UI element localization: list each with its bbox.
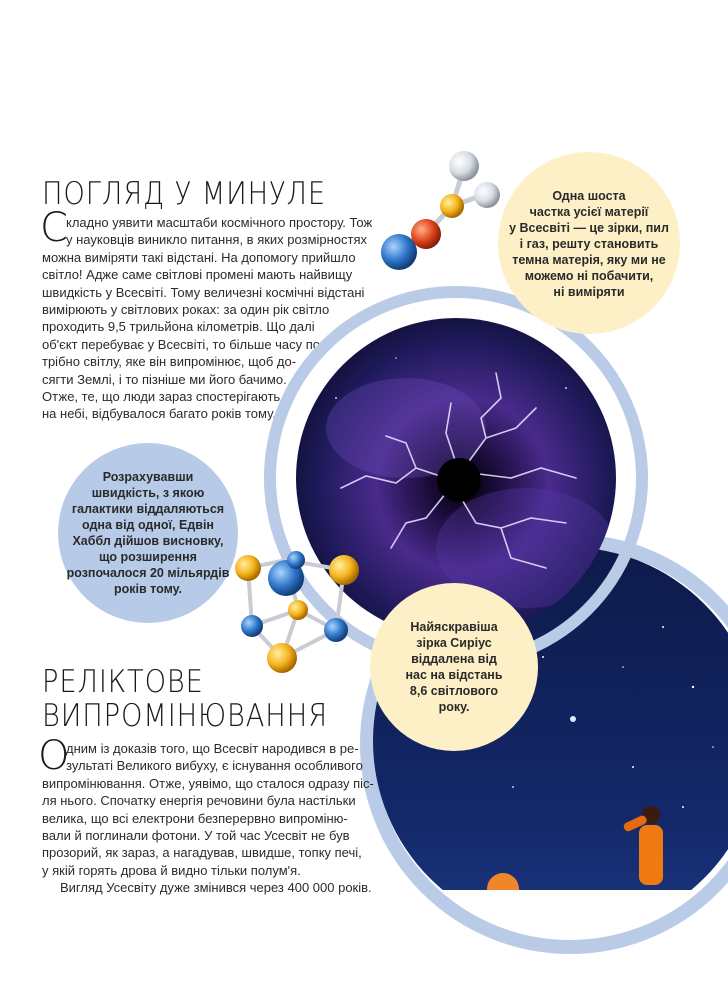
bubble-text-line: нас на відстань	[405, 668, 503, 682]
bubble-text-line: розпочалося 20 мільярдів	[66, 566, 230, 580]
bubble-text-line: року.	[438, 700, 470, 714]
text-line: об'єкт перебуває у Всесвіті, то більше часу по-	[42, 336, 325, 352]
text-line: випромінювання. Отже, уявімо, що сталося одразу піс-	[42, 775, 374, 791]
fact-bubble-hubble	[58, 443, 238, 623]
bubble-text-line: швидкість, з якою	[91, 486, 205, 500]
bubble-text-line: зірка Сиріус	[416, 636, 492, 650]
text-line: Отже, те, що люди зараз спостерігають	[42, 389, 281, 405]
section2-body	[38, 733, 374, 897]
text-line: зультаті Великого вибуху, є існування особливого	[66, 758, 363, 774]
text-line: дним із доказів того, що Всесвіт народився в ре-	[66, 741, 359, 756]
bubble-text-line: Хаббл дійшов висновку,	[72, 534, 224, 548]
bubble-text-line: ні виміряти	[553, 285, 625, 299]
bubble-text-line: у Всесвіті — це зірки, пил	[509, 221, 669, 235]
text-line: світло! Адже саме світлові промені мають найвищу	[42, 267, 353, 283]
bubble-text-line: віддалена від	[411, 652, 497, 666]
text-line: сягти Землі, і то пізніше ми його бачимо.	[42, 371, 287, 387]
bubble-text-line: галактики віддаляються	[71, 502, 225, 516]
dropcap-letter: О	[38, 733, 70, 779]
fact-bubble-sirius	[370, 583, 538, 751]
section-title-look-into-past: ПОГЛЯД У МИНУЛЕ	[42, 176, 327, 212]
text-line: прозорий, як зараз, а нагадував, швидше, топку печі,	[42, 845, 362, 861]
bubble-text-line: 8,6 світлового	[409, 684, 499, 698]
bubble-text-line: темна матерія, яку ми не	[512, 253, 666, 267]
bubble-text-line: Найяскравіша	[410, 620, 498, 634]
text-line: вали й поглинали фотони. У той час Усесвіт не був	[42, 828, 350, 844]
bubble-text-line: частка усієї матерії	[529, 205, 649, 219]
section-title-relic-radiation-line1: РЕЛІКТОВЕ	[42, 664, 204, 700]
text-line: проходить 9,5 трильйона кілометрів. Що далі	[42, 319, 315, 335]
text-line: велика, що всі електрони безперервно випроміню-	[42, 810, 348, 826]
bubble-text-line: і газ, решту становить	[519, 237, 659, 251]
bubble-text-line: що розширення	[99, 550, 197, 564]
bubble-text-line: років тому.	[114, 582, 182, 596]
text-line: кладно уявити масштаби космічного простору. Тож	[66, 215, 373, 230]
text-line: Вигляд Усесвіту дуже змінився через 400 000 років.	[60, 880, 372, 896]
bubble-text-line: можемо ні побачити,	[524, 269, 654, 283]
dropcap-letter: С	[40, 205, 68, 251]
molecule-illustration-top	[372, 142, 512, 282]
text-line: можна виміряти такі відстані. На допомогу прийшло	[42, 249, 356, 265]
bubble-text-line: одна від одної, Едвін	[82, 518, 214, 532]
fact-bubble-dark-matter	[498, 152, 680, 334]
text-line: у якій горять дрова й видно тільки полум'я.	[42, 862, 301, 878]
text-line: швидкість у Всесвіті. Тому величезні космічні відстані	[42, 284, 365, 300]
text-line: вимірюють у світлових роках: за один рік світло	[42, 302, 330, 318]
text-line: на небі, відбувалося багато років тому.	[42, 406, 276, 422]
text-line: ля нього. Спочатку енергія речовини була настільки	[42, 793, 356, 809]
text-line: у науковців виникло питання, в яких розмірностях	[66, 232, 368, 248]
text-line: трібно світлу, яке він випромінює, щоб до-	[42, 354, 297, 370]
molecule-cube-illustration	[228, 538, 368, 678]
bubble-text-line: Розрахувавши	[102, 470, 194, 484]
bubble-text-line: Одна шоста	[552, 189, 626, 203]
section-title-relic-radiation-line2: ВИПРОМІНЮВАННЯ	[42, 698, 328, 734]
